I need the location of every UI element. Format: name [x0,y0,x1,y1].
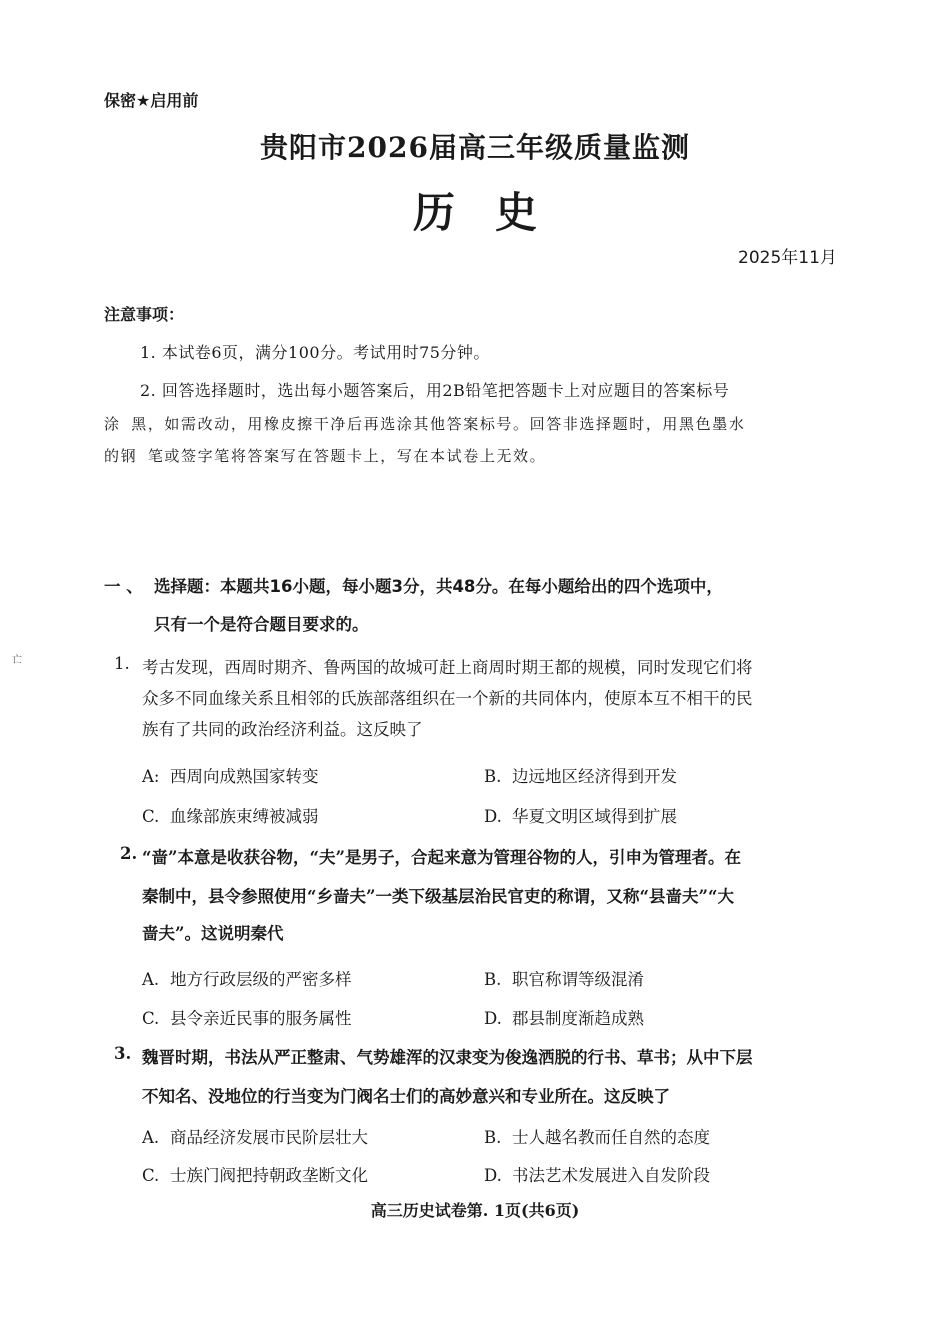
option-letter: A. [142,1128,160,1147]
exam-title: 贵阳市2026届高三年级质量监测 [260,131,690,164]
option-letter: C. [142,807,160,826]
option-text: 血缘部族束缚被减弱 [170,807,319,826]
option-letter: B. [484,1128,502,1147]
question-1-option-c[interactable] [142,803,319,827]
secrecy-label: 保密★启用前 [104,91,199,110]
option-text: 士人越名教而任自然的态度 [512,1128,710,1147]
option-text: 士族门阀把持朝政垄断文化 [170,1166,368,1185]
option-text: 郡县制度渐趋成熟 [512,1009,644,1028]
question-3-option-a[interactable] [142,1124,368,1148]
option-text: 华夏文明区域得到扩展 [512,807,677,826]
section-instruction-line-2: 只有一个是符合题目要求的。 [154,615,369,634]
question-2-option-b[interactable] [484,966,644,990]
question-3-line-2: 不知名、没地位的行当变为门阀名士们的高妙意兴和专业所在。这反映了 [142,1087,670,1106]
option-text: 西周向成熟国家转变 [170,767,319,786]
question-3-option-d[interactable] [484,1162,710,1186]
question-2-option-d[interactable] [484,1005,644,1029]
question-1-option-a[interactable] [142,763,319,787]
question-1-number: 1. [114,654,130,673]
option-text: 职官称谓等级混淆 [512,970,644,989]
question-3-option-c[interactable] [142,1162,368,1186]
page-footer: 高三历史试卷第. 1页(共6页) [370,1201,580,1220]
section-heading [104,568,874,644]
question-2-line-3: 啬夫”。这说明秦代 [142,924,284,943]
margin-mark: 亡 [12,655,22,666]
notice-item-2-line-3: 的钢 笔或签字笔将答案写在答题卡上，写在本试卷上无效。 [104,447,547,465]
question-1-option-d[interactable] [484,803,677,827]
section-instruction-line-1: 选择题：本题共16小题，每小题3分，共48分。在每小题给出的四个选项中， [154,577,723,596]
subject-title: 历史 [412,188,577,237]
section-number: 一 、 [104,577,143,596]
option-letter: D. [484,807,502,826]
question-1-option-b[interactable] [484,763,677,787]
question-2-number: 2. [120,844,138,863]
option-text: 边远地区经济得到开发 [512,767,677,786]
question-1-line-2: 众多不同血缘关系且相邻的氏族部落组织在一个新的共同体内，使原本互不相干的民 [142,689,753,708]
question-3-number: 3. [114,1044,132,1063]
option-letter: C. [142,1166,160,1185]
notice-title: 注意事项： [104,305,185,324]
option-letter: D. [484,1166,502,1185]
option-letter: A: [142,767,160,786]
option-letter: B. [484,767,502,786]
option-text: 商品经济发展市民阶层壮大 [170,1128,368,1147]
option-letter: C. [142,1009,160,1028]
option-text: 书法艺术发展进入自发阶段 [512,1166,710,1185]
option-letter: D. [484,1009,502,1028]
question-3-option-b[interactable] [484,1124,710,1148]
option-letter: B. [484,970,502,989]
notice-item-1: 1. 本试卷6页，满分100分。考试用时75分钟。 [140,343,490,362]
question-1-line-3: 族有了共同的政治经济利益。这反映了 [142,720,423,739]
question-1-line-1: 考古发现，西周时期齐、鲁两国的故城可赶上商周时期王都的规模，同时发现它们将 [142,658,753,677]
option-text: 地方行政层级的严密多样 [170,970,352,989]
question-2-line-2: 秦制中，县令参照使用“乡啬夫”一类下级基层治民官吏的称谓，又称“县啬夫”“大 [142,887,734,906]
question-2-line-1: “啬”本意是收获谷物，“夫”是男子，合起来意为管理谷物的人，引申为管理者。在 [142,848,741,867]
notice-item-2-line-1: 2. 回答选择题时，选出每小题答案后，用2B铅笔把答题卡上对应题目的答案标号 [140,381,730,400]
question-3-line-1: 魏晋时期，书法从严正整肃、气势雄浑的汉隶变为俊逸洒脱的行书、草书；从中下层 [142,1048,753,1067]
exam-date: 2025年11月 [738,248,837,268]
notice-item-2-line-2: 涂 黑，如需改动，用橡皮擦干净后再选涂其他答案标号。回答非选择题时，用黑色墨水 [104,415,746,433]
question-2-option-a[interactable] [142,966,352,990]
option-letter: A. [142,970,160,989]
option-text: 县令亲近民事的服务属性 [170,1009,352,1028]
question-2-option-c[interactable] [142,1005,352,1029]
